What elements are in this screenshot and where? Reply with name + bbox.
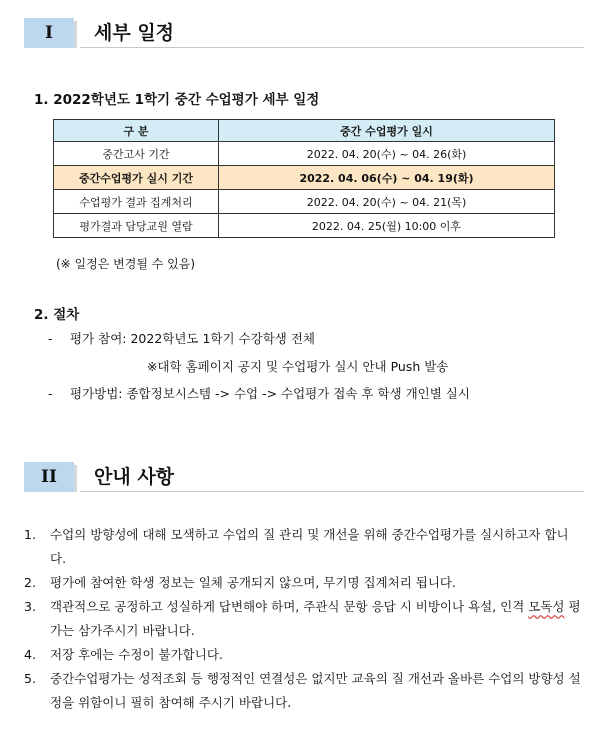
item-text: 평가에 참여한 학생 정보는 일체 공개되지 않으며, 무기명 집계처리 됩니다. [50, 575, 456, 590]
table-header-row [54, 120, 555, 142]
bullet-1-text: 평가 참여: 2022학년도 1학기 수강학생 전체 [70, 331, 315, 346]
schedule-table [53, 119, 555, 238]
notice-list [24, 523, 584, 715]
section-1-shadow [74, 21, 77, 48]
table-header-category: 구 분 [54, 120, 219, 142]
table-cell: 중간수업평가 실시 기간 [54, 166, 219, 190]
procedure-bullet-2 [48, 384, 470, 402]
item-number: 1. [24, 527, 36, 542]
item-text: 중간수업평가는 성적조회 등 행정적인 연결성은 없지만 교육의 질 개선과 올바른 수업의 방향성 설정을 위함이니 필히 참여해 주시기 바랍니다. [50, 671, 581, 710]
table-cell: 중간고사 기간 [54, 142, 219, 166]
table-row-highlighted [54, 166, 555, 190]
list-item [24, 595, 584, 643]
item-number: 3. [24, 599, 36, 614]
section-2-title: 안내 사항 [94, 466, 175, 488]
list-item [24, 523, 584, 571]
list-item [24, 667, 584, 715]
item-text-part: 평가는 삼가주시기 바랍니다. [50, 599, 581, 638]
procedure-subtitle: 2. 절차 [34, 307, 80, 323]
table-cell: 2022. 04. 25(월) 10:00 이후 [219, 214, 555, 238]
table-cell: 2022. 04. 06(수) ~ 04. 19(화) [219, 166, 555, 190]
item-text [50, 595, 584, 643]
bullet-2-text: 평가방법: 종합정보시스템 -> 수업 -> 수업평가 접속 후 학생 개인별 실시 [70, 386, 470, 401]
section-1-number: I [24, 18, 74, 48]
table-cell: 수업평가 결과 집계처리 [54, 190, 219, 214]
section-2-header [24, 462, 584, 492]
item-text-part: 객관적으로 공정하고 성실하게 답변해야 하며, 주관식 문항 응답 시 비방이나 욕설, 인격 [50, 599, 529, 614]
procedure-bullet-1-note: ※대학 홈페이지 공지 및 수업평가 실시 안내 Push 발송 [147, 359, 449, 374]
table-cell: 2022. 04. 20(수) ~ 04. 21(목) [219, 190, 555, 214]
list-item [24, 643, 584, 667]
dash-marker: - [48, 331, 53, 346]
item-number: 2. [24, 575, 36, 590]
table-row [54, 214, 555, 238]
section-2-number: II [24, 462, 74, 492]
item-number: 4. [24, 647, 36, 662]
section-1-underline [80, 47, 584, 48]
list-item [24, 571, 584, 595]
section-1-title: 세부 일정 [94, 22, 175, 44]
item-text: 수업의 방향성에 대해 모색하고 수업의 질 관리 및 개선을 위해 중간수업평가를 실시하고자 합니다. [50, 527, 569, 566]
item-number: 5. [24, 671, 36, 686]
section-2-shadow [74, 465, 77, 492]
dash-marker: - [48, 386, 53, 401]
table-row [54, 142, 555, 166]
schedule-note: (※ 일정은 변경될 수 있음) [56, 257, 196, 271]
table-cell: 2022. 04. 20(수) ~ 04. 26(화) [219, 142, 555, 166]
item-text: 저장 후에는 수정이 불가합니다. [50, 647, 223, 662]
table-cell: 평가결과 담당교원 열람 [54, 214, 219, 238]
table-row [54, 190, 555, 214]
table-header-datetime: 중간 수업평가 일시 [219, 120, 555, 142]
section-1-header [24, 18, 584, 48]
section-2-underline [80, 491, 584, 492]
procedure-bullet-1 [48, 329, 315, 347]
spellcheck-word: 모독성 [528, 599, 565, 614]
schedule-subtitle: 1. 2022학년도 1학기 중간 수업평가 세부 일정 [34, 92, 320, 108]
